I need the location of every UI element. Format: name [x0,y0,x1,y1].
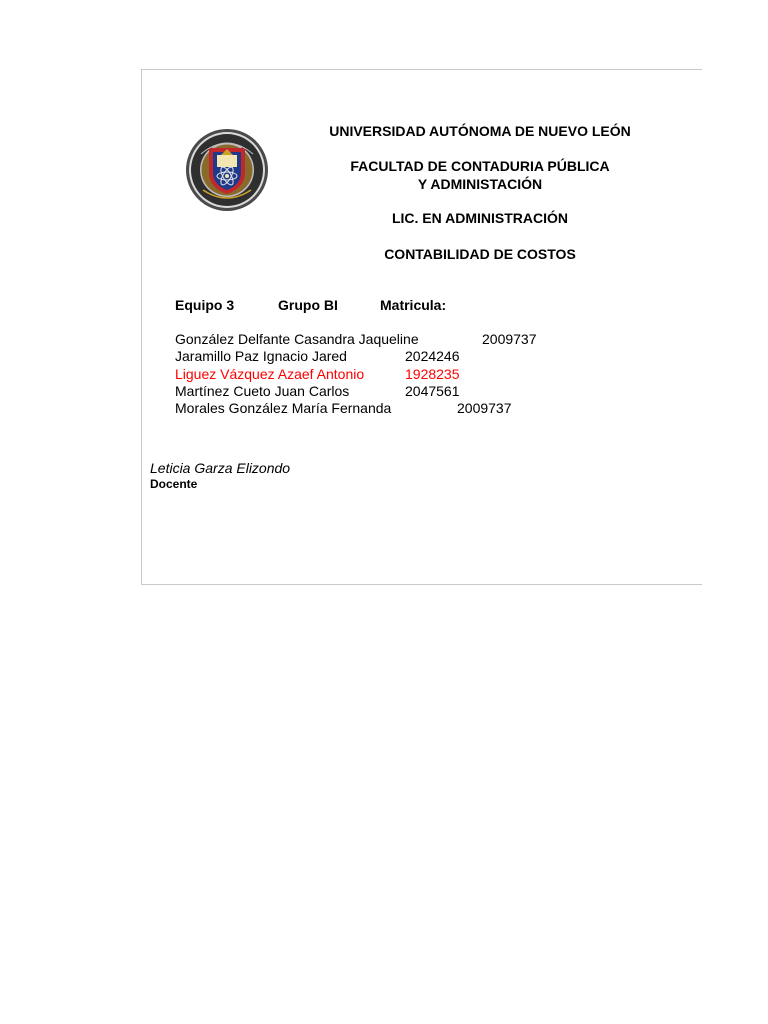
member-name: Morales González María Fernanda [175,400,392,416]
university-seal-icon [185,128,269,212]
matricula-label: Matricula: [380,297,447,313]
teacher-role: Docente [150,477,198,491]
member-name: González Delfante Casandra Jaqueline [175,331,419,347]
team-number: Equipo 3 [175,297,235,313]
member-name: Jaramillo Paz Ignacio Jared [175,348,347,364]
course-title: CONTABILIDAD DE COSTOS [384,246,576,262]
member-name: Martínez Cueto Juan Carlos [175,383,350,399]
member-row [175,366,575,383]
degree-title: LIC. EN ADMINISTRACIÓN [391,210,569,226]
member-id: 1928235 [405,366,460,382]
member-row [175,400,575,417]
member-row [175,383,575,400]
member-id: 2009737 [482,331,537,347]
member-id: 2009737 [457,400,512,416]
member-row [175,348,575,365]
member-id: 2047561 [405,383,460,399]
faculty-title-line1: FACULTAD DE CONTADURIA PÚBLICA [350,158,610,174]
member-row [175,331,575,348]
group-label: Grupo BI [278,297,338,313]
member-name: Liguez Vázquez Azaef Antonio [175,366,365,382]
faculty-title-line2: Y ADMINISTACIÓN [417,176,543,192]
member-id: 2024246 [405,348,460,364]
university-title: UNIVERSIDAD AUTÓNOMA DE NUEVO LEÓN [329,123,631,139]
teacher-name: Leticia Garza Elizondo [150,460,291,476]
